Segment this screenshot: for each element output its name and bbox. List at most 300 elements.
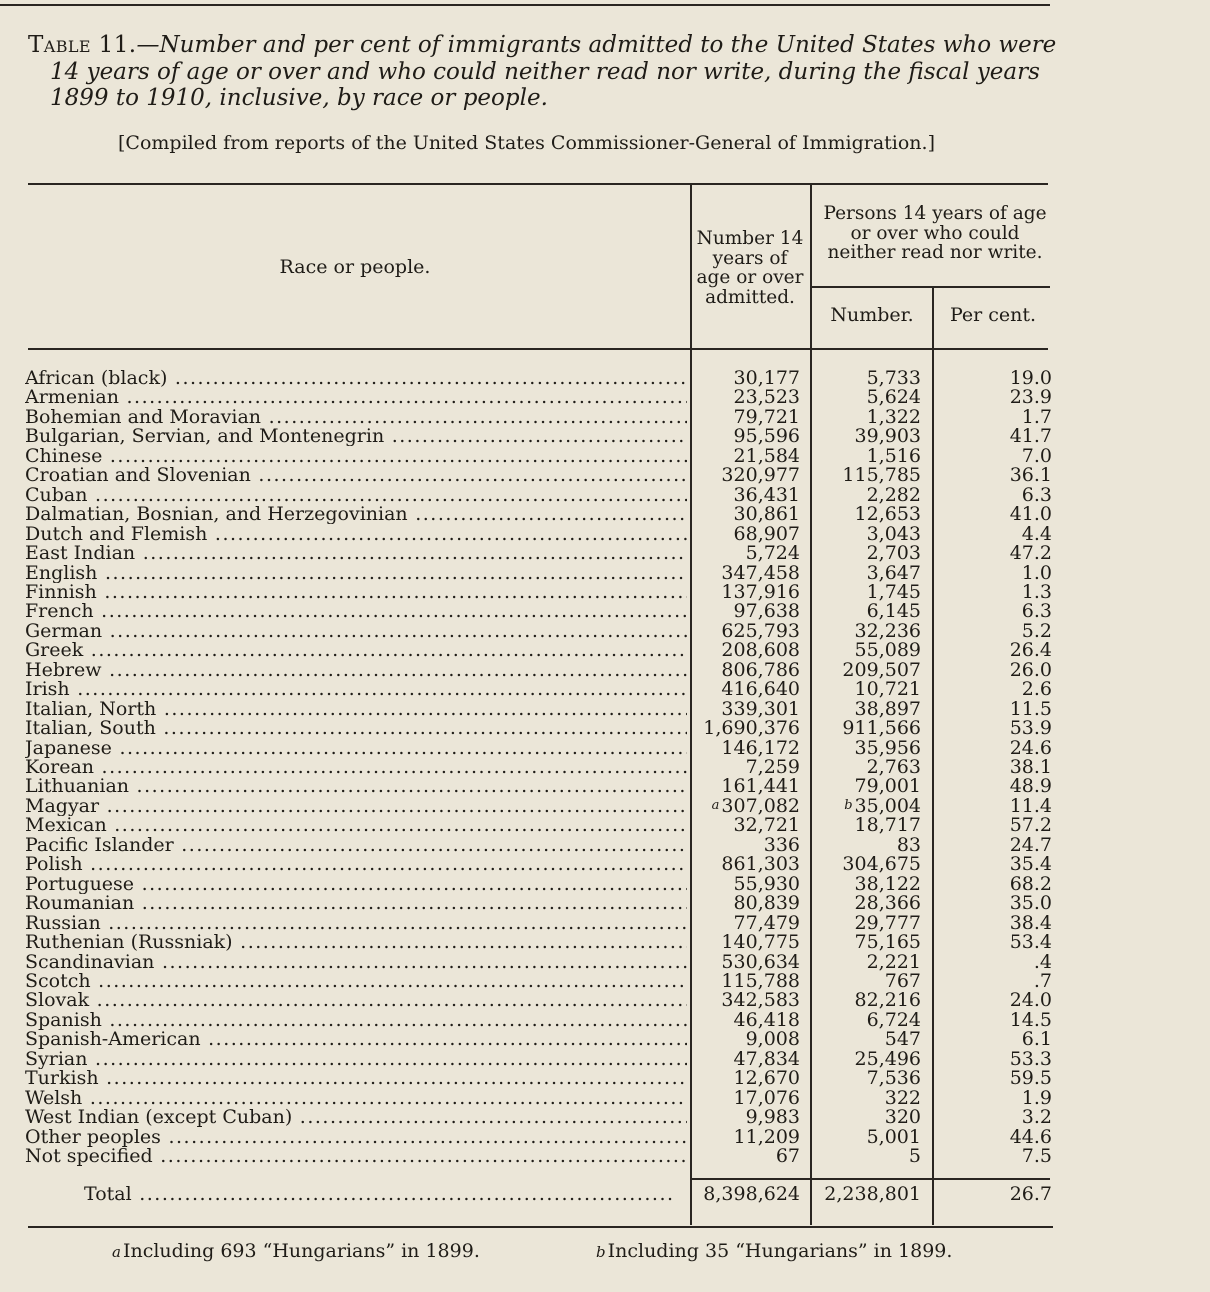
race-cell: Roumanian ..... xyxy=(25,893,687,913)
race-cell: Turkish ..... xyxy=(25,1068,687,1088)
admitted-value: 625,793 xyxy=(721,619,800,642)
table-row xyxy=(0,1088,1060,1108)
admitted-value: 11,209 xyxy=(733,1125,800,1148)
race-cell: Russian ..... xyxy=(25,913,687,933)
race-cell: German ..... xyxy=(25,621,687,641)
percent-cell: 23.9 xyxy=(1009,386,1052,409)
illiterate-cell xyxy=(815,718,921,738)
table-row xyxy=(0,679,1060,699)
illiterate-value: 209,507 xyxy=(842,658,921,681)
illiterate-value: 32,236 xyxy=(854,619,921,642)
table-row xyxy=(0,776,1060,796)
race-cell: Not specified ..... xyxy=(25,1146,687,1166)
admitted-cell xyxy=(693,874,800,894)
table-row xyxy=(0,815,1060,835)
race-cell: Bulgarian, Servian, and Montenegrin ..... xyxy=(25,426,687,446)
bottom-rule xyxy=(28,1226,1053,1228)
percent-cell: 35.4 xyxy=(1009,853,1052,876)
footnote-a-text: Including 693 “Hungarians” in 1899. xyxy=(122,1240,480,1262)
percent-cell: 35.0 xyxy=(1009,892,1052,915)
race-cell: Dutch and Flemish ..... xyxy=(25,524,687,544)
illiterate-cell xyxy=(815,699,921,719)
illiterate-cell xyxy=(815,776,921,796)
percent-cell: 5.2 xyxy=(1021,619,1052,642)
race-cell: Other peoples ..... xyxy=(25,1127,687,1147)
admitted-value: 77,479 xyxy=(733,911,800,934)
admitted-cell xyxy=(693,1088,800,1108)
percent-cell: 36.1 xyxy=(1009,464,1052,487)
table-row xyxy=(0,718,1060,738)
footnote-a xyxy=(112,1240,480,1262)
admitted-cell xyxy=(693,718,800,738)
race-cell: Italian, North ..... xyxy=(25,699,687,719)
illiterate-value: 6,724 xyxy=(866,1008,921,1031)
illiterate-cell xyxy=(815,835,921,855)
admitted-value: 97,638 xyxy=(733,600,800,623)
illiterate-value: 304,675 xyxy=(842,853,921,876)
header-race-or-people: Race or people. xyxy=(279,256,431,278)
percent-cell: 41.7 xyxy=(1009,425,1052,448)
illiterate-value: 35,004 xyxy=(854,794,921,817)
illiterate-value: 75,165 xyxy=(854,931,921,954)
percent-cell: 53.9 xyxy=(1009,717,1052,740)
race-cell: Portuguese ..... xyxy=(25,874,687,894)
illiterate-value: 55,089 xyxy=(854,639,921,662)
illiterate-cell xyxy=(815,601,921,621)
footnote-a-mark: a xyxy=(112,1243,121,1261)
admitted-cell xyxy=(693,407,800,427)
table-row xyxy=(0,1049,1060,1069)
admitted-cell xyxy=(693,952,800,972)
illiterate-cell xyxy=(815,368,921,388)
footnote-marker: a xyxy=(711,797,720,813)
illiterate-cell xyxy=(815,1127,921,1147)
admitted-cell xyxy=(693,699,800,719)
percent-cell: .7 xyxy=(1033,969,1052,992)
illiterate-cell xyxy=(815,485,921,505)
table-row xyxy=(0,913,1060,933)
admitted-value: 208,608 xyxy=(721,639,800,662)
admitted-value: 30,861 xyxy=(733,503,800,526)
illiterate-cell xyxy=(815,854,921,874)
admitted-value: 80,839 xyxy=(733,892,800,915)
percent-cell: 38.1 xyxy=(1009,756,1052,778)
illiterate-value: 28,366 xyxy=(854,892,921,915)
illiterate-value: 320 xyxy=(884,1106,921,1129)
race-cell: Korean ..... xyxy=(25,757,687,777)
race-cell: Greek ..... xyxy=(25,640,687,660)
illiterate-value: 2,221 xyxy=(866,950,921,973)
admitted-value: 115,788 xyxy=(721,969,800,992)
percent-cell: 11.5 xyxy=(1009,697,1052,720)
illiterate-value: 547 xyxy=(884,1028,921,1051)
admitted-cell xyxy=(693,854,800,874)
admitted-value: 5,724 xyxy=(745,542,800,565)
admitted-value: 32,721 xyxy=(733,814,800,837)
illiterate-cell xyxy=(815,407,921,427)
admitted-cell xyxy=(693,504,800,524)
illiterate-cell xyxy=(815,1107,921,1127)
illiterate-value: 2,282 xyxy=(866,483,921,506)
admitted-cell xyxy=(693,426,800,446)
table-row xyxy=(0,563,1060,583)
admitted-value: 416,640 xyxy=(721,678,800,701)
race-cell: African (black) ..... xyxy=(25,368,687,388)
illiterate-value: 6,145 xyxy=(866,600,921,623)
illiterate-value: 3,647 xyxy=(866,561,921,584)
illiterate-value: 3,043 xyxy=(866,522,921,545)
table-row xyxy=(0,485,1060,505)
header-number-admitted: Number 14 years of age or over admitted. xyxy=(696,228,804,308)
illiterate-value: 7,536 xyxy=(866,1067,921,1090)
table-row xyxy=(0,932,1060,952)
footnote-marker: b xyxy=(844,797,853,813)
illiterate-cell xyxy=(815,504,921,524)
illiterate-value: 25,496 xyxy=(854,1047,921,1070)
admitted-value: 806,786 xyxy=(721,658,800,681)
illiterate-cell xyxy=(815,543,921,563)
illiterate-value: 911,566 xyxy=(842,717,921,740)
percent-cell: 26.0 xyxy=(1009,658,1052,681)
admitted-value: 9,983 xyxy=(745,1106,800,1129)
table-row xyxy=(0,874,1060,894)
percent-cell: 59.5 xyxy=(1009,1067,1052,1090)
admitted-value: 861,303 xyxy=(721,853,800,876)
illiterate-value: 38,122 xyxy=(854,872,921,895)
footnote-b xyxy=(596,1240,952,1262)
illiterate-cell xyxy=(815,679,921,699)
total-percent: 26.7 xyxy=(1009,1183,1052,1205)
admitted-value: 95,596 xyxy=(733,425,800,448)
admitted-value: 79,721 xyxy=(733,405,800,428)
admitted-value: 67 xyxy=(775,1145,800,1167)
illiterate-value: 10,721 xyxy=(854,678,921,701)
admitted-cell xyxy=(693,990,800,1010)
race-cell: Cuban ..... xyxy=(25,485,687,505)
illiterate-cell xyxy=(815,1088,921,1108)
illiterate-cell xyxy=(815,1068,921,1088)
race-cell: Slovak ..... xyxy=(25,990,687,1010)
race-cell: Mexican ..... xyxy=(25,815,687,835)
percent-cell: 2.6 xyxy=(1021,678,1052,701)
illiterate-cell xyxy=(815,971,921,991)
header-number: Number. xyxy=(830,304,914,326)
admitted-value: 46,418 xyxy=(733,1008,800,1031)
race-cell: Pacific Islander ..... xyxy=(25,835,687,855)
admitted-value: 23,523 xyxy=(733,386,800,409)
admitted-cell xyxy=(693,971,800,991)
admitted-cell xyxy=(693,660,800,680)
percent-cell: 48.9 xyxy=(1009,775,1052,798)
illiterate-value: 38,897 xyxy=(854,697,921,720)
admitted-value: 21,584 xyxy=(733,444,800,467)
illiterate-cell xyxy=(815,815,921,835)
race-cell: Welsh ..... xyxy=(25,1088,687,1108)
admitted-value: 140,775 xyxy=(721,931,800,954)
illiterate-cell xyxy=(815,1146,921,1166)
admitted-value: 1,690,376 xyxy=(703,717,800,740)
admitted-value: 9,008 xyxy=(745,1028,800,1051)
illiterate-value: 5,001 xyxy=(866,1125,921,1148)
admitted-cell xyxy=(693,913,800,933)
footnote-b-mark: b xyxy=(596,1243,606,1261)
race-cell: Magyar ..... xyxy=(25,796,687,816)
admitted-cell xyxy=(693,932,800,952)
table-row xyxy=(0,738,1060,758)
admitted-value: 307,082 xyxy=(721,794,800,817)
percent-cell: 7.0 xyxy=(1021,444,1052,467)
admitted-cell xyxy=(693,835,800,855)
table-row xyxy=(0,446,1060,466)
admitted-cell xyxy=(693,640,800,660)
percent-cell: 53.4 xyxy=(1009,931,1052,954)
admitted-value: 30,177 xyxy=(733,367,800,389)
table-row xyxy=(0,1029,1060,1049)
top-rule xyxy=(0,4,1050,6)
illiterate-value: 5,733 xyxy=(866,367,921,389)
header-per-cent: Per cent. xyxy=(949,304,1037,326)
source-note: [Compiled from reports of the United States Commissioner-General of Immigration.] xyxy=(118,132,935,154)
admitted-cell xyxy=(693,485,800,505)
admitted-cell xyxy=(693,621,800,641)
admitted-cell xyxy=(693,1146,800,1166)
race-cell: Italian, South ..... xyxy=(25,718,687,738)
race-cell: Polish ..... xyxy=(25,854,687,874)
admitted-value: 161,441 xyxy=(721,775,800,798)
illiterate-value: 79,001 xyxy=(854,775,921,798)
header-bottom-rule xyxy=(28,348,1048,350)
percent-cell: 53.3 xyxy=(1009,1047,1052,1070)
illiterate-cell xyxy=(815,757,921,777)
percent-cell: 38.4 xyxy=(1009,911,1052,934)
admitted-value: 12,670 xyxy=(733,1067,800,1090)
table-row xyxy=(0,854,1060,874)
table-row xyxy=(0,1146,1060,1166)
race-cell: Scandinavian ..... xyxy=(25,952,687,972)
table-row xyxy=(0,1107,1060,1127)
illiterate-value: 767 xyxy=(884,969,921,992)
admitted-value: 347,458 xyxy=(721,561,800,584)
illiterate-cell xyxy=(815,426,921,446)
admitted-cell xyxy=(693,893,800,913)
admitted-value: 17,076 xyxy=(733,1086,800,1109)
table-row xyxy=(0,952,1060,972)
race-cell: Syrian ..... xyxy=(25,1049,687,1069)
race-cell: Lithuanian ..... xyxy=(25,776,687,796)
race-cell: Japanese ..... xyxy=(25,738,687,758)
admitted-cell xyxy=(693,446,800,466)
admitted-cell xyxy=(693,1107,800,1127)
table-row xyxy=(0,368,1060,388)
illiterate-cell xyxy=(815,1049,921,1069)
percent-cell: 26.4 xyxy=(1009,639,1052,662)
table-row xyxy=(0,699,1060,719)
illiterate-cell xyxy=(815,640,921,660)
admitted-cell xyxy=(693,1049,800,1069)
percent-cell: 47.2 xyxy=(1009,542,1052,565)
illiterate-cell xyxy=(815,621,921,641)
admitted-cell xyxy=(693,543,800,563)
admitted-cell xyxy=(693,679,800,699)
race-cell: Chinese ..... xyxy=(25,446,687,466)
admitted-cell xyxy=(693,757,800,777)
admitted-value: 342,583 xyxy=(721,989,800,1012)
table-row xyxy=(0,660,1060,680)
admitted-value: 47,834 xyxy=(733,1047,800,1070)
percent-cell: 11.4 xyxy=(1009,794,1052,817)
illiterate-cell xyxy=(815,660,921,680)
percent-cell: 6.3 xyxy=(1021,600,1052,623)
illiterate-cell xyxy=(815,582,921,602)
illiterate-value: 29,777 xyxy=(854,911,921,934)
illiterate-cell xyxy=(815,913,921,933)
table-row xyxy=(0,621,1060,641)
illiterate-value: 5 xyxy=(908,1145,921,1167)
admitted-value: 137,916 xyxy=(721,580,800,603)
table-row xyxy=(0,504,1060,524)
table-row xyxy=(0,835,1060,855)
table-row xyxy=(0,757,1060,777)
race-cell: Croatian and Slovenian ..... xyxy=(25,465,687,485)
admitted-value: 36,431 xyxy=(733,483,800,506)
percent-cell: 41.0 xyxy=(1009,503,1052,526)
header-illiterate-persons: Persons 14 years of age or over who could neither read nor write. xyxy=(823,203,1047,263)
admitted-cell xyxy=(693,1010,800,1030)
admitted-cell xyxy=(693,776,800,796)
percent-cell: 14.5 xyxy=(1009,1008,1052,1031)
table-row xyxy=(0,465,1060,485)
race-cell: Armenian ..... xyxy=(25,387,687,407)
total-row xyxy=(0,1183,1060,1205)
admitted-cell xyxy=(693,582,800,602)
admitted-value: 320,977 xyxy=(721,464,800,487)
race-cell: Spanish ..... xyxy=(25,1010,687,1030)
illiterate-cell xyxy=(815,446,921,466)
header-top-rule xyxy=(28,183,1048,185)
table-title xyxy=(28,32,1058,112)
race-cell: Ruthenian (Russniak) ..... xyxy=(25,932,687,952)
admitted-cell xyxy=(693,815,800,835)
illiterate-value: 115,785 xyxy=(842,464,921,487)
admitted-cell xyxy=(693,1127,800,1147)
total-rule xyxy=(690,1178,1050,1180)
admitted-cell xyxy=(693,1068,800,1088)
race-cell: Finnish ..... xyxy=(25,582,687,602)
percent-cell: .4 xyxy=(1033,950,1052,973)
table-row xyxy=(0,601,1060,621)
race-cell: English ..... xyxy=(25,563,687,583)
table-row xyxy=(0,640,1060,660)
illiterate-value: 2,703 xyxy=(866,542,921,565)
percent-cell: 57.2 xyxy=(1009,814,1052,837)
subheader-rule xyxy=(812,286,1050,288)
illiterate-cell xyxy=(815,563,921,583)
illiterate-cell xyxy=(815,1029,921,1049)
illiterate-value: 83 xyxy=(896,833,921,856)
total-label: Total ..... xyxy=(84,1183,674,1205)
percent-cell: 44.6 xyxy=(1009,1125,1052,1148)
percent-cell: 1.3 xyxy=(1021,580,1052,603)
race-cell: French ..... xyxy=(25,601,687,621)
admitted-value: 339,301 xyxy=(721,697,800,720)
illiterate-cell xyxy=(815,524,921,544)
table-row xyxy=(0,426,1060,446)
illiterate-value: 82,216 xyxy=(854,989,921,1012)
table-row xyxy=(0,524,1060,544)
percent-cell: 1.0 xyxy=(1021,561,1052,584)
percent-cell: 24.6 xyxy=(1009,736,1052,759)
race-cell: West Indian (except Cuban) ..... xyxy=(25,1107,687,1127)
race-cell: Hebrew ..... xyxy=(25,660,687,680)
admitted-cell xyxy=(693,368,800,388)
percent-cell: 19.0 xyxy=(1009,367,1052,389)
illiterate-cell xyxy=(815,990,921,1010)
illiterate-value: 39,903 xyxy=(854,425,921,448)
illiterate-cell xyxy=(815,465,921,485)
table-row xyxy=(0,893,1060,913)
admitted-value: 55,930 xyxy=(733,872,800,895)
illiterate-cell xyxy=(815,952,921,972)
race-cell: Dalmatian, Bosnian, and Herzegovinian ..... xyxy=(25,504,687,524)
percent-cell: 6.1 xyxy=(1021,1028,1052,1051)
table-row xyxy=(0,387,1060,407)
percent-cell: 3.2 xyxy=(1021,1106,1052,1129)
race-cell: Scotch ..... xyxy=(25,971,687,991)
illiterate-cell xyxy=(815,738,921,758)
illiterate-cell xyxy=(815,874,921,894)
table-row xyxy=(0,543,1060,563)
table-row xyxy=(0,1010,1060,1030)
illiterate-value: 1,516 xyxy=(866,444,921,467)
table-row xyxy=(0,971,1060,991)
total-admitted: 8,398,624 xyxy=(703,1183,800,1205)
table-row xyxy=(0,796,1060,816)
total-illiterate: 2,238,801 xyxy=(824,1183,921,1205)
percent-cell: 1.9 xyxy=(1021,1086,1052,1109)
percent-cell: 24.7 xyxy=(1009,833,1052,856)
admitted-value: 7,259 xyxy=(745,756,800,778)
admitted-cell xyxy=(693,524,800,544)
percent-cell: 4.4 xyxy=(1021,522,1052,545)
illiterate-cell xyxy=(815,893,921,913)
illiterate-value: 1,322 xyxy=(866,405,921,428)
illiterate-value: 322 xyxy=(884,1086,921,1109)
table-number: Table 11. xyxy=(28,32,137,58)
race-cell: Spanish-American ..... xyxy=(25,1029,687,1049)
illiterate-cell xyxy=(815,1010,921,1030)
illiterate-value: 2,763 xyxy=(866,756,921,778)
race-cell: Bohemian and Moravian ..... xyxy=(25,407,687,427)
illiterate-value: 12,653 xyxy=(854,503,921,526)
percent-cell: 6.3 xyxy=(1021,483,1052,506)
admitted-value: 68,907 xyxy=(733,522,800,545)
table-caption: —Number and per cent of immigrants admitted to the United States who were 14 years of age or over and who could neither read nor write, during the fiscal years 1899 to 1910, inclusive, by race or people. xyxy=(50,32,1057,111)
admitted-cell xyxy=(693,738,800,758)
percent-cell: 24.0 xyxy=(1009,989,1052,1012)
admitted-cell xyxy=(693,601,800,621)
admitted-value: 530,634 xyxy=(721,950,800,973)
admitted-value: 336 xyxy=(763,833,800,856)
percent-cell: 68.2 xyxy=(1009,872,1052,895)
table-row xyxy=(0,582,1060,602)
illiterate-value: 5,624 xyxy=(866,386,921,409)
illiterate-value: 1,745 xyxy=(866,580,921,603)
table-row xyxy=(0,1068,1060,1088)
race-cell: East Indian ..... xyxy=(25,543,687,563)
table-row xyxy=(0,1127,1060,1147)
admitted-cell xyxy=(693,465,800,485)
race-cell: Irish ..... xyxy=(25,679,687,699)
